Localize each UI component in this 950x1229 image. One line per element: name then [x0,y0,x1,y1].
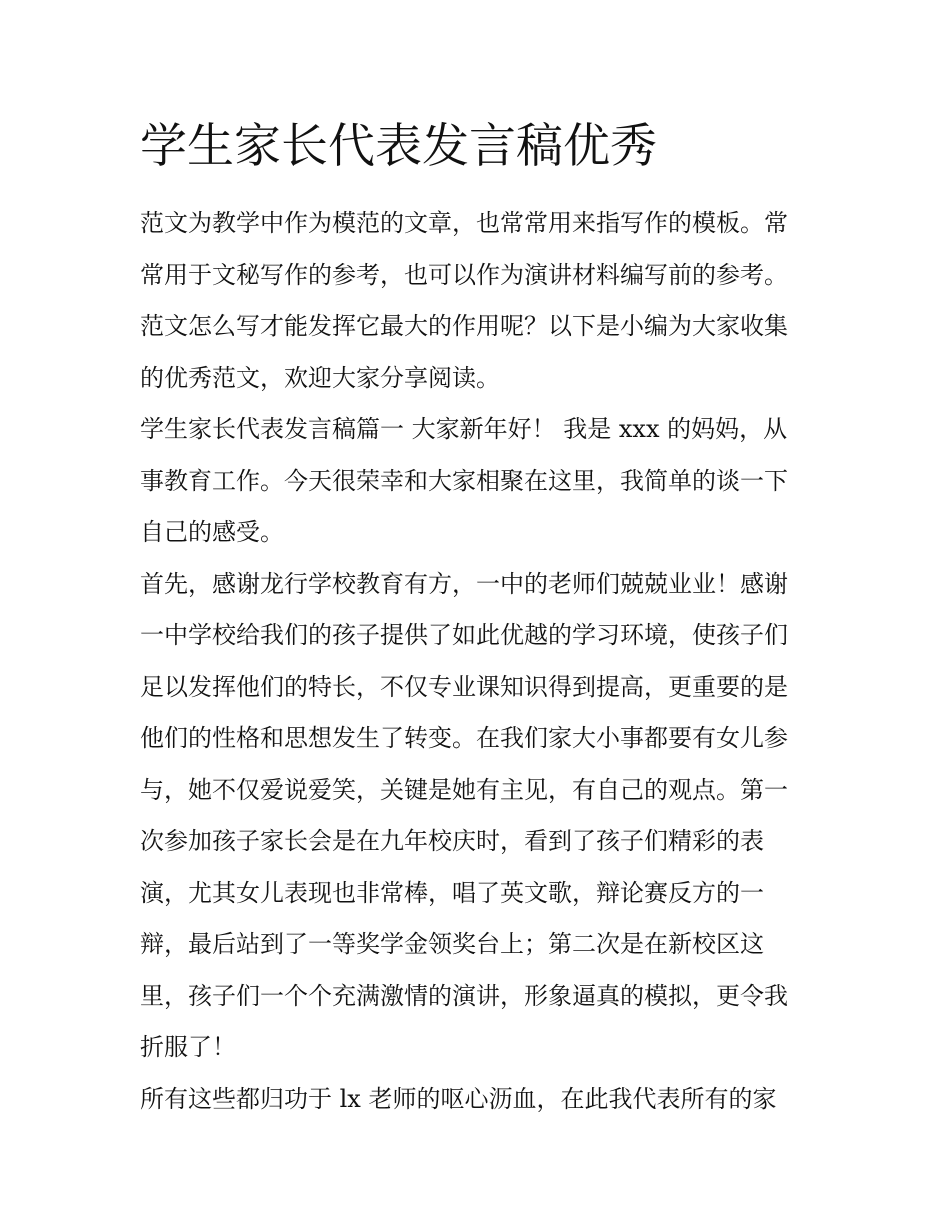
document-body [140,198,812,1125]
text-line: 事教育工作。今天很荣幸和大家相聚在这里，我简单的谈一下 [140,466,788,495]
text-line: 足以发挥他们的特长，不仅专业课知识得到提高，更重要的是 [140,672,788,701]
text-line: 折服了！ [140,1033,236,1061]
text-line: 常用于文秘写作的参考，也可以作为演讲材料编写前的参考。 [140,260,788,289]
text-line: 首先，感谢龙行学校教育有方，一中的老师们兢兢业业！感谢 [140,569,788,598]
text-line: 与，她不仅爱说爱笑，关键是她有主见，有自己的观点。第一 [140,775,788,804]
text-line: 里，孩子们一个个充满激情的演讲，形象逼真的模拟，更令我 [140,981,788,1010]
page-title: 学生家长代表发言稿优秀 [140,119,657,174]
text-line: 所有这些都归功于 lx 老师的呕心沥血，在此我代表所有的家 [140,1084,777,1113]
text-line: 范文怎么写才能发挥它最大的作用呢？以下是小编为大家收集 [140,312,788,340]
text-line: 辩，最后站到了一等奖学金领奖台上；第二次是在新校区这 [140,930,764,958]
text-line: 的优秀范文，欢迎大家分享阅读。 [140,363,500,392]
text-line: 自己的感受。 [140,518,284,546]
text-line: 次参加孩子家长会是在九年校庆时，看到了孩子们精彩的表 [140,827,764,855]
text-line: 他们的性格和思想发生了转变。在我们家大小事都要有女儿参 [140,724,788,752]
text-line: 一中学校给我们的孩子提供了如此优越的学习环境，使孩子们 [140,621,788,649]
text-line: 演，尤其女儿表现也非常棒，唱了英文歌，辩论赛反方的一 [140,878,764,907]
text-line: 学生家长代表发言稿篇一 大家新年好！ 我是 xxx 的妈妈，从 [140,415,788,443]
text-line: 范文为教学中作为模范的文章，也常常用来指写作的模板。常 [140,209,788,237]
